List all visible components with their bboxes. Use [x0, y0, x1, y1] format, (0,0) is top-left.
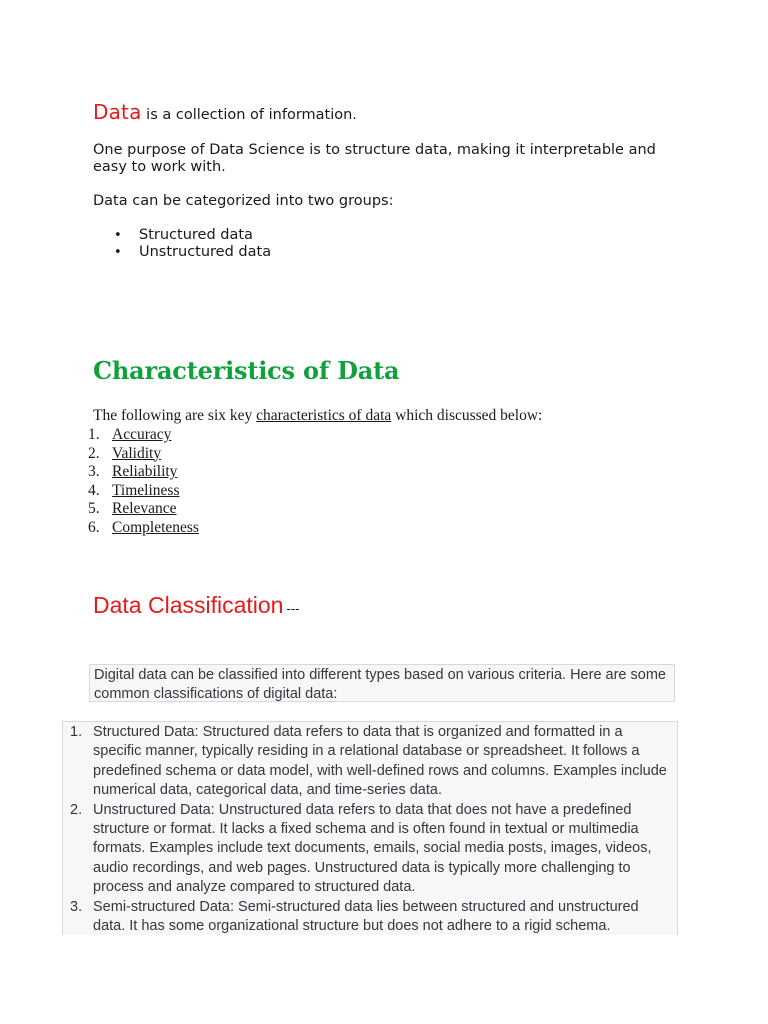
characteristic-link-timeliness[interactable]: Timeliness: [112, 481, 180, 499]
classification-list: [63, 722, 677, 935]
list-number: 3.: [88, 463, 100, 481]
title-suffix: ---: [286, 601, 300, 616]
list-number: 3.: [70, 898, 83, 915]
list-number: 5.: [88, 500, 100, 518]
list-item: [63, 723, 671, 801]
list-item-text: Unstructured Data: Unstructured data refers to data that does not have a predefined structure or format. It lacks a fixed schema and is often found in textual or multimedia formats. Examples include text documents, emails, social media posts, images, videos, audio recordings, and web pages. Unstructured data is typically more challenging to process and analyze compared to structured data.: [93, 801, 652, 896]
classification-title: Data Classification: [93, 592, 284, 618]
purpose-paragraph: One purpose of Data Science is to structure data, making it interpretable and easy to work with.: [93, 142, 656, 175]
list-number: 4.: [88, 481, 100, 499]
list-item: [88, 463, 199, 482]
data-groups-list: [93, 227, 683, 261]
list-item: • Structured data: [93, 227, 683, 244]
list-number: 1.: [70, 724, 83, 740]
characteristic-link-reliability[interactable]: Reliability: [112, 463, 178, 481]
categories-intro: Data can be categorized into two groups:: [93, 193, 394, 209]
list-item: [88, 500, 199, 519]
classification-heading: [93, 592, 299, 619]
list-item: [88, 445, 199, 464]
characteristic-link-validity[interactable]: Validity: [112, 444, 162, 462]
list-item: [88, 482, 199, 501]
characteristic-link-relevance[interactable]: Relevance: [112, 500, 177, 518]
list-item-text: Structured Data: Structured data refers to data that is organized and formatted in a specific manner, typically residing in a relational database or spreadsheet. It follows a predefined schema or data model, with well-defined rows and columns. Examples include numerical data, categorical data, and time-series data.: [93, 724, 667, 799]
intro-section: [93, 100, 683, 261]
list-item: • Unstructured data: [93, 244, 683, 261]
list-number: 2.: [70, 801, 83, 818]
definition-text: is a collection of information.: [146, 107, 357, 123]
data-definition: [93, 100, 683, 124]
classification-intro-box: Digital data can be classified into different types based on various criteria. Here are some common classifications of digital data:: [89, 664, 675, 702]
list-item: [63, 801, 671, 898]
characteristic-link-accuracy[interactable]: Accuracy: [112, 426, 172, 443]
intro-text-end: which discussed below:: [391, 407, 543, 424]
list-item-text: Semi-structured Data: Semi-structured data lies between structured and unstructured data. It has some organizational structure but does not adhere to a rigid schema.: [93, 898, 639, 935]
list-item: [88, 426, 199, 445]
characteristics-intro: [93, 407, 542, 425]
classification-list-box: [62, 721, 678, 935]
intro-text: The following are six key: [93, 407, 257, 424]
characteristic-link-completeness[interactable]: Completeness: [112, 518, 199, 536]
characteristics-link[interactable]: characteristics of data: [256, 407, 392, 424]
characteristics-list: [88, 426, 199, 538]
list-item: [63, 898, 671, 935]
list-number: 2.: [88, 444, 100, 462]
list-number: 6.: [88, 518, 100, 536]
data-keyword: Data: [93, 100, 142, 124]
list-number: 1.: [88, 426, 100, 443]
list-item: [88, 519, 199, 538]
characteristics-heading: Characteristics of Data: [93, 356, 400, 385]
